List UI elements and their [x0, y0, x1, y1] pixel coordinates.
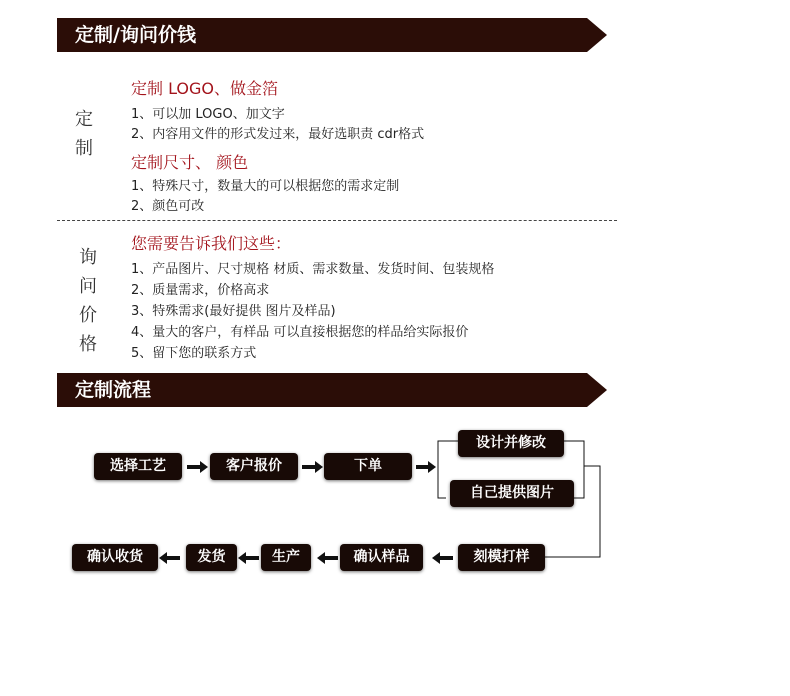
step-own-image: 自己提供图片 — [450, 480, 574, 507]
size-color-heading: 定制尺寸、 颜色 — [131, 153, 249, 172]
step-quote: 客户报价 — [210, 453, 298, 480]
logo-line-1: 1、可以加 LOGO、加文字 — [131, 107, 285, 122]
section-title-pricing: 定制/询问价钱 — [75, 24, 196, 46]
logo-line-2: 2、内容用文件的形式发过来，最好选职责 cdr格式 — [131, 127, 425, 142]
inquiry-line-1: 1、产品图片、尺寸规格 材质、需求数量、发货时间、包装规格 — [131, 262, 495, 277]
step-receive: 确认收货 — [72, 544, 158, 571]
step-confirm-sample: 确认样品 — [340, 544, 423, 571]
size-line-2: 2、颜色可改 — [131, 199, 205, 214]
inquiry-heading: 您需要告诉我们这些： — [131, 234, 292, 253]
size-line-1: 1、特殊尺寸，数量大的可以根据您的需求定制 — [131, 179, 400, 194]
side-label-char: 问 — [79, 276, 97, 297]
side-label-char: 询 — [79, 247, 97, 268]
section-title-process: 定制流程 — [75, 379, 152, 401]
step-engrave: 刻模打样 — [458, 544, 545, 571]
inquiry-line-4: 4、量大的客户，有样品 可以直接根据您的样品给实际报价 — [131, 325, 469, 340]
step-select-craft: 选择工艺 — [94, 453, 182, 480]
side-label-char: 制 — [75, 138, 93, 159]
side-label-char: 格 — [79, 334, 97, 355]
side-label-char: 价 — [79, 305, 97, 326]
inquiry-line-3: 3、特殊需求(最好提供 图片及样品) — [131, 304, 336, 319]
logo-heading: 定制 LOGO、做金箔 — [131, 79, 279, 98]
step-design: 设计并修改 — [458, 430, 564, 457]
inquiry-line-5: 5、留下您的联系方式 — [131, 346, 257, 361]
side-label-char: 定 — [75, 109, 93, 130]
step-order: 下单 — [324, 453, 412, 480]
step-ship: 发货 — [186, 544, 237, 571]
inquiry-line-2: 2、质量需求，价格高求 — [131, 283, 270, 298]
step-produce: 生产 — [261, 544, 311, 571]
